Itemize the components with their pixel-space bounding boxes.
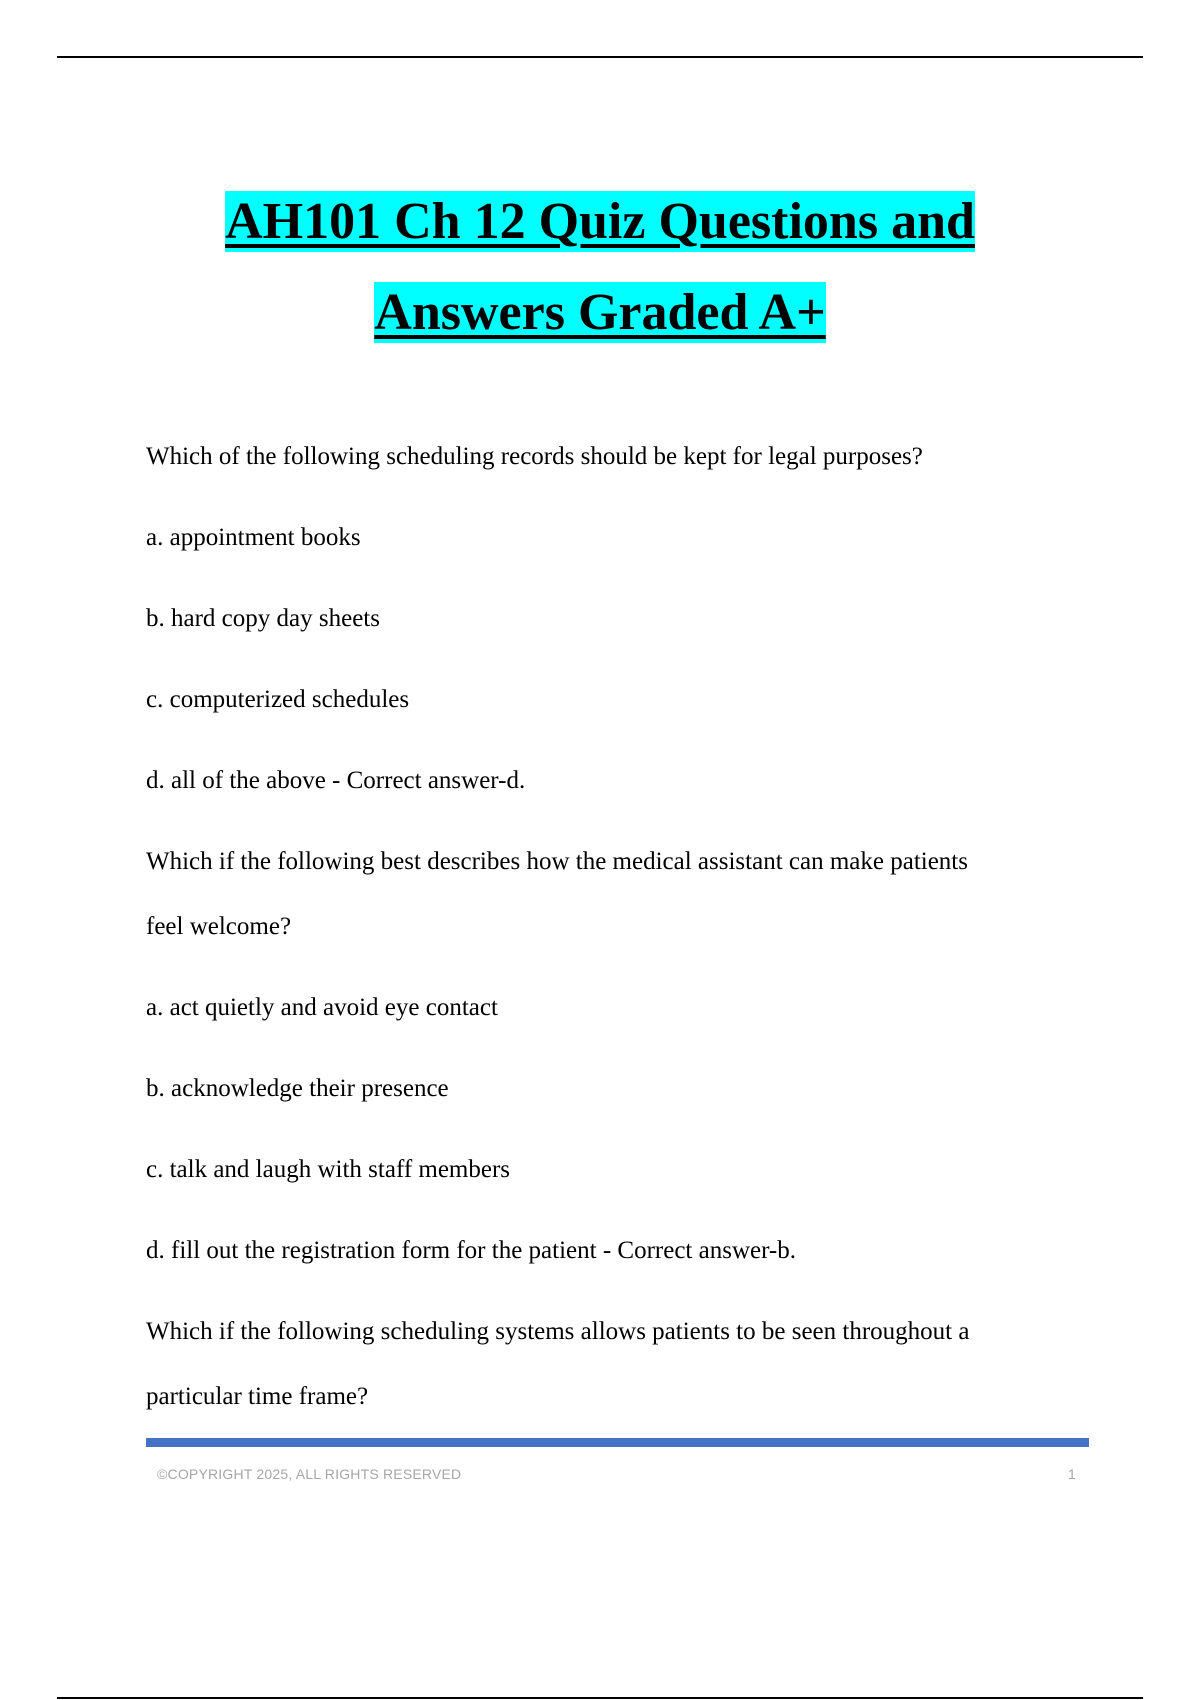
question-1-option-a: a. appointment books xyxy=(146,524,361,551)
question-1-option-d: d. all of the above - Correct answer-d. xyxy=(146,767,526,794)
title-line-1 xyxy=(0,176,1200,267)
bottom-border-rule xyxy=(57,1697,1143,1699)
question-3-line-1: Which if the following scheduling systems allows patients to be seen throughout a xyxy=(146,1318,970,1345)
question-1-option-c: c. computerized schedules xyxy=(146,686,410,713)
document-body xyxy=(146,440,1096,1414)
question-1-option-b: b. hard copy day sheets xyxy=(146,605,380,632)
title-line-2-text: Answers Graded A+ xyxy=(374,284,826,341)
question-2-option-a: a. act quietly and avoid eye contact xyxy=(146,994,498,1021)
question-1: Which of the following scheduling records should be kept for legal purposes? xyxy=(146,443,923,470)
footer-divider-bar xyxy=(146,1438,1089,1447)
title-line-1-text: AH101 Ch 12 Quiz Questions and xyxy=(225,193,975,250)
question-2-option-c: c. talk and laugh with staff members xyxy=(146,1156,511,1183)
question-3-line-2: particular time frame? xyxy=(146,1383,369,1410)
top-border-rule xyxy=(57,56,1143,58)
question-2-option-d: d. fill out the registration form for the patient - Correct answer-b. xyxy=(146,1237,796,1264)
document-title xyxy=(0,176,1200,358)
footer-copyright: ©COPYRIGHT 2025, ALL RIGHTS RESERVED xyxy=(157,1466,462,1482)
question-2-line-2: feel welcome? xyxy=(146,913,292,940)
footer-page-number: 1 xyxy=(1068,1466,1076,1482)
question-2-line-1: Which if the following best describes how the medical assistant can make patients xyxy=(146,848,968,875)
question-2-option-b: b. acknowledge their presence xyxy=(146,1075,449,1102)
title-line-2 xyxy=(0,267,1200,358)
